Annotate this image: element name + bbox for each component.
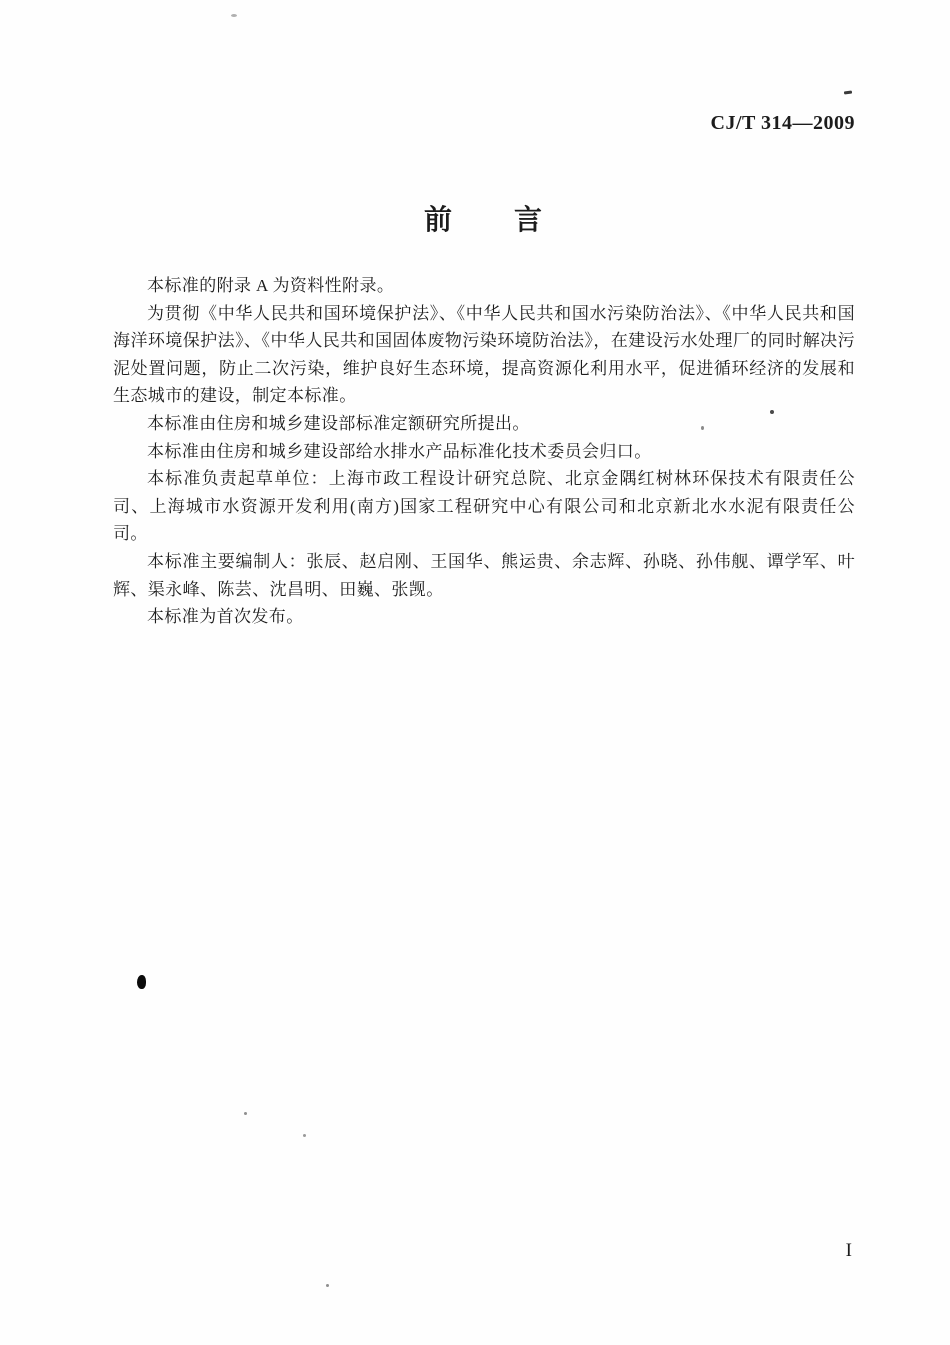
paragraph: 本标准由住房和城乡建设部标准定额研究所提出。 — [147, 413, 530, 433]
scan-artifact — [326, 1284, 329, 1287]
paragraph: 本标准为首次发布。 — [147, 607, 304, 627]
standard-code: CJ/T 314—2009 — [710, 112, 855, 134]
paragraph: 为贯彻《中华人民共和国环境保护法》、《中华人民共和国水污染防治法》、《中华人民共和国海洋环境保护法》、《中华人民共和国固体废物污染环境防治法》，在建设污水处理厂的同时解决污泥处置问题，防止二次污染，维护良好生态环境，提高资源化利用水平，促进循环经济的发展和生态城市的建设，制定本标准。 — [113, 303, 855, 406]
scan-artifact — [244, 1112, 247, 1115]
page-number: I — [845, 1240, 852, 1261]
scan-artifact — [231, 14, 237, 17]
ink-blot — [137, 975, 146, 989]
page-title: 前 言 — [423, 205, 544, 236]
paragraph: 本标准的附录 A 为资料性附录。 — [147, 276, 395, 295]
scan-artifact — [844, 90, 852, 94]
paragraph: 本标准由住房和城乡建设部给水排水产品标准化技术委员会归口。 — [147, 441, 652, 461]
paragraph: 本标准主要编制人：张辰、赵启刚、王国华、熊运贵、余志辉、孙晓、孙伟舰、谭学军、叶辉、渠永峰、陈芸、沈昌明、田巍、张觊。 — [113, 551, 855, 599]
scan-artifact — [303, 1134, 306, 1137]
foreword-section — [113, 198, 855, 631]
foreword-body — [113, 272, 855, 631]
paragraph: 本标准负责起草单位：上海市政工程设计研究总院、北京金隅红树林环保技术有限责任公司、上海城市水资源开发利用(南方)国家工程研究中心有限公司和北京新北水水泥有限责任公司。 — [113, 469, 855, 544]
